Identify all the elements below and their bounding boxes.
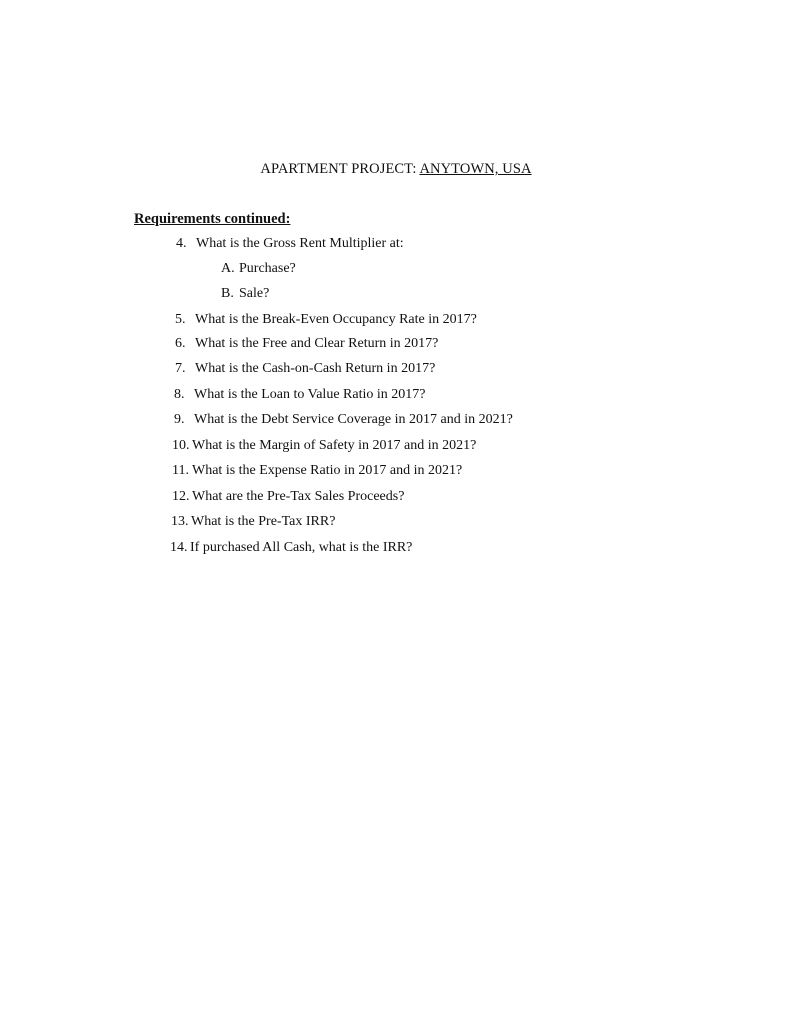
- requirement-number: 13.: [171, 514, 189, 529]
- requirement-number: 12.: [172, 489, 190, 504]
- requirement-text: What is the Margin of Safety in 2017 and in 2021?: [192, 438, 477, 453]
- requirement-text: What is the Loan to Value Ratio in 2017?: [194, 387, 426, 402]
- requirement-item-9: [174, 412, 513, 428]
- requirement-text: What is the Free and Clear Return in 2017?: [195, 336, 439, 351]
- requirement-text: If purchased All Cash, what is the IRR?: [190, 540, 413, 555]
- subitem-text: Sale?: [239, 286, 270, 301]
- requirement-number: 10.: [172, 438, 190, 453]
- requirement-number: 14.: [170, 540, 188, 555]
- requirement-item-13: [171, 514, 335, 530]
- subitem-a: [221, 261, 296, 277]
- subitem-letter: A.: [221, 261, 235, 276]
- requirement-number: 9.: [174, 412, 185, 427]
- requirement-item-7: [175, 361, 435, 377]
- requirement-text: What are the Pre-Tax Sales Proceeds?: [192, 489, 405, 504]
- title-prefix: APARTMENT PROJECT:: [260, 161, 420, 177]
- requirement-text: What is the Break-Even Occupancy Rate in 2017?: [195, 312, 477, 327]
- requirement-number: 5.: [175, 312, 186, 327]
- section-heading: Requirements continued:: [134, 211, 291, 227]
- title-location: ANYTOWN, USA: [419, 161, 532, 177]
- requirement-number: 8.: [174, 387, 185, 402]
- requirement-item-10: [172, 438, 476, 454]
- page-title: [0, 161, 792, 178]
- requirement-text: What is the Debt Service Coverage in 2017 and in 2021?: [194, 412, 513, 427]
- requirement-item-8: [174, 387, 425, 403]
- requirement-number: 4.: [176, 236, 187, 251]
- requirement-item-6: [175, 336, 438, 352]
- requirement-text: What is the Gross Rent Multiplier at:: [196, 236, 404, 251]
- requirement-item-12: [172, 489, 404, 505]
- requirement-item-4: [176, 236, 404, 252]
- requirement-item-14: [170, 540, 412, 556]
- requirement-text: What is the Expense Ratio in 2017 and in 2021?: [192, 463, 463, 478]
- subitem-letter: B.: [221, 286, 234, 301]
- requirement-item-11: [172, 463, 462, 479]
- subitem-text: Purchase?: [239, 261, 296, 276]
- subitem-b: [221, 286, 269, 302]
- requirement-number: 6.: [175, 336, 186, 351]
- requirement-number: 11.: [172, 463, 189, 478]
- requirement-item-5: [175, 312, 477, 328]
- requirement-number: 7.: [175, 361, 186, 376]
- requirement-text: What is the Cash-on-Cash Return in 2017?: [195, 361, 436, 376]
- requirement-text: What is the Pre-Tax IRR?: [191, 514, 336, 529]
